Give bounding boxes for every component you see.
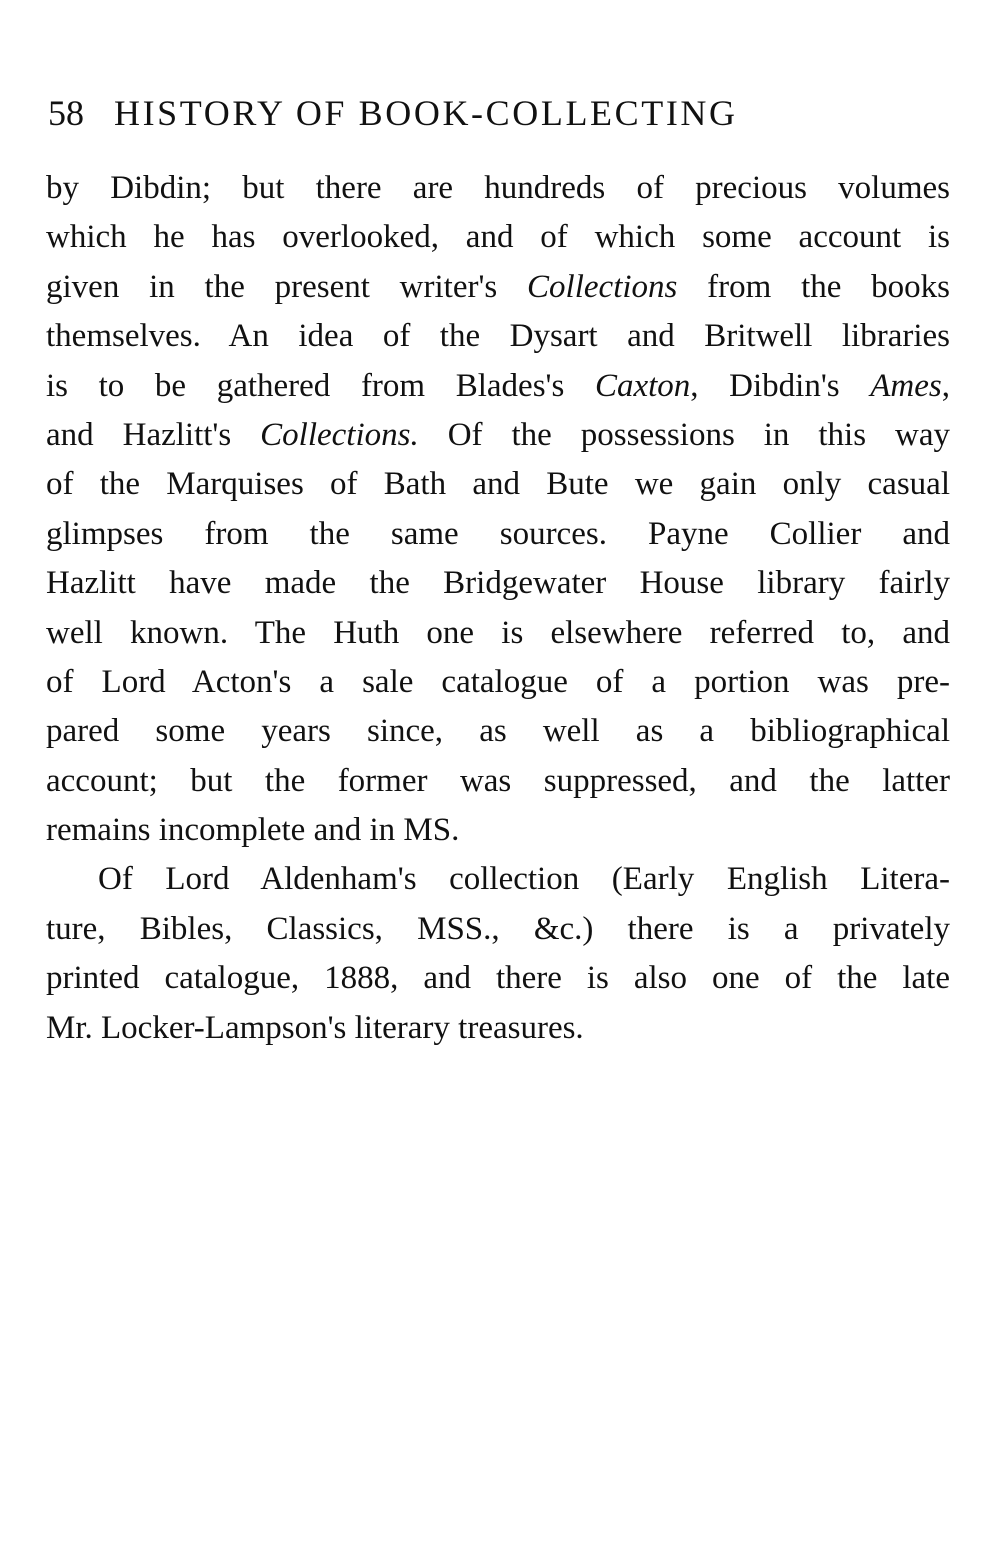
text-line: which he has overlooked, and of which some account is — [46, 219, 950, 256]
text-line: Of Lord Aldenham's collection (Early English Litera- — [98, 861, 950, 898]
italic-title-caxton: Caxton — [594, 367, 691, 404]
text-line: well known. The Huth one is elsewhere referred to, and — [46, 614, 950, 651]
text-line: account; but the former was suppressed, and the latter — [46, 762, 950, 799]
italic-title-collections: Collections — [527, 268, 678, 305]
text-line: Mr. Locker-Lampson's literary treasures. — [46, 1009, 584, 1046]
italic-title-collections: Collections. — [260, 416, 419, 453]
paragraph-2 — [46, 855, 950, 1053]
text-line: by Dibdin; but there are hundreds of precious volumes — [46, 170, 950, 206]
running-header — [48, 88, 948, 138]
text-line: is to be gathered from Blades's Caxton, Dibdin's Ames, — [46, 367, 950, 404]
paragraph-1 — [46, 164, 950, 855]
italic-title-ames: Ames — [870, 367, 942, 404]
text-line: remains incomplete and in MS. — [46, 812, 460, 849]
running-title: HISTORY OF BOOK-COLLECTING — [114, 93, 738, 133]
text-line: themselves. An idea of the Dysart and Britwell libraries — [46, 318, 950, 355]
text-line: Hazlitt have made the Bridgewater House library fairly — [46, 565, 950, 602]
text-line: ture, Bibles, Classics, MSS., &c.) there is a privately — [46, 910, 950, 947]
text-line: of Lord Acton's a sale catalogue of a portion was pre- — [46, 663, 950, 700]
text-line: given in the present writer's Collections from the books — [46, 268, 950, 305]
page-number: 58 — [48, 93, 84, 133]
text-line: pared some years since, as well as a bibliographical — [46, 713, 950, 750]
text-line: printed catalogue, 1888, and there is also one of the late — [46, 960, 950, 997]
text-line: and Hazlitt's Collections. Of the possessions in this way — [46, 416, 950, 453]
body-text — [46, 164, 950, 1053]
text-line: glimpses from the same sources. Payne Collier and — [46, 515, 950, 552]
text-line: of the Marquises of Bath and Bute we gain only casual — [46, 466, 950, 503]
